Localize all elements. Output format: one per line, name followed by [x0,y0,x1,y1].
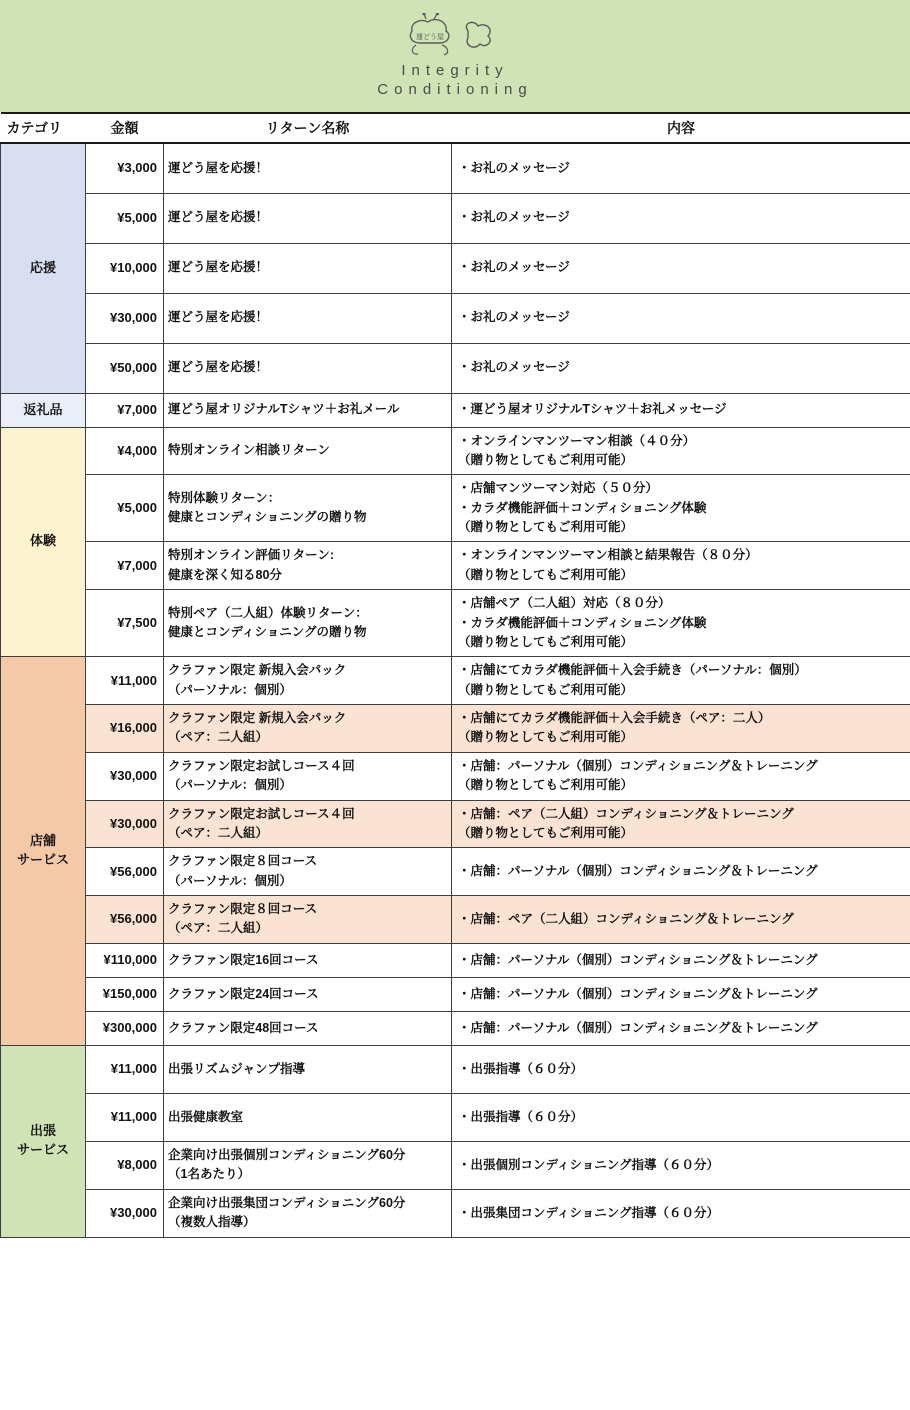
table-row [1,1093,910,1141]
amount-cell: ¥11,000 [86,657,164,705]
description-cell: ・お礼のメッセージ [452,343,910,393]
category-cell: 体験 [1,427,86,657]
table-row [1,590,910,657]
reward-name-cell: クラファン限定48回コース [164,1011,452,1045]
amount-cell: ¥30,000 [86,293,164,343]
amount-cell: ¥5,000 [86,193,164,243]
description-cell: ・運どう屋オリジナルTシャツ＋お礼メッセージ [452,393,910,427]
category-cell: 店舗 サービス [1,657,86,1046]
reward-name-cell: 特別体験リターン： 健康とコンディショニングの贈り物 [164,475,452,542]
amount-cell: ¥150,000 [86,977,164,1011]
reward-name-cell: 運どう屋を応援！ [164,143,452,193]
logo-text: 運どう屋 [416,34,444,41]
reward-name-cell: 出張健康教室 [164,1093,452,1141]
amount-cell: ¥50,000 [86,343,164,393]
table-row [1,542,910,590]
description-cell: ・出張個別コンディショニング指導（６０分） [452,1141,910,1189]
description-cell: ・店舗にてカラダ機能評価＋入会手続き（パーソナル：個別） （贈り物としてもご利用可能） [452,657,910,705]
description-cell: ・店舗：パーソナル（個別）コンディショニング＆トレーニング [452,1011,910,1045]
reward-name-cell: 特別ペア（二人組）体験リターン： 健康とコンディショニングの贈り物 [164,590,452,657]
column-header-category: カテゴリ [1,113,86,143]
reward-name-cell: 運どう屋を応援！ [164,343,452,393]
table-row [1,1045,910,1093]
table-row [1,343,910,393]
description-cell: ・お礼のメッセージ [452,243,910,293]
table-row [1,752,910,800]
table-row [1,1011,910,1045]
description-cell: ・店舗マンツーマン対応（５０分） ・カラダ機能評価＋コンディショニング体験 （贈り物としてもご利用可能） [452,475,910,542]
column-header-amount: 金額 [86,113,164,143]
amount-cell: ¥11,000 [86,1045,164,1093]
amount-cell: ¥30,000 [86,752,164,800]
description-cell: ・お礼のメッセージ [452,293,910,343]
amount-cell: ¥4,000 [86,427,164,475]
amount-cell: ¥8,000 [86,1141,164,1189]
table-row [1,657,910,705]
amount-cell: ¥5,000 [86,475,164,542]
amount-cell: ¥300,000 [86,1011,164,1045]
brand-header [0,0,910,112]
description-cell: ・オンラインマンツーマン相談（４０分） （贈り物としてもご利用可能） [452,427,910,475]
table-row [1,393,910,427]
amount-cell: ¥3,000 [86,143,164,193]
cloud-sheep-logo-icon [390,13,520,59]
reward-name-cell: 運どう屋を応援！ [164,193,452,243]
reward-name-cell: 特別オンライン評価リターン: 健康を深く知る80分 [164,542,452,590]
description-cell: ・出張指導（６０分） [452,1045,910,1093]
table-row [1,800,910,848]
reward-name-cell: クラファン限定24回コース [164,977,452,1011]
table-body [1,143,910,1237]
reward-name-cell: クラファン限定お試しコース４回 （ペア：二人組） [164,800,452,848]
reward-name-cell: クラファン限定16回コース [164,943,452,977]
rewards-table [0,112,910,1238]
reward-name-cell: クラファン限定お試しコース４回 （パーソナル：個別） [164,752,452,800]
description-cell: ・店舗：パーソナル（個別）コンディショニング＆トレーニング （贈り物としてもご利用可能） [452,752,910,800]
reward-name-cell: クラファン限定８回コース （ペア：二人組） [164,896,452,944]
description-cell: ・店舗：ペア（二人組）コンディショニング＆トレーニング （贈り物としてもご利用可能） [452,800,910,848]
table-row [1,427,910,475]
reward-name-cell: クラファン限定 新規入会パック （ペア：二人組） [164,705,452,753]
amount-cell: ¥7,000 [86,542,164,590]
category-cell: 応援 [1,143,86,393]
table-row [1,293,910,343]
table-row [1,475,910,542]
table-row [1,243,910,293]
table-row [1,848,910,896]
reward-name-cell: クラファン限定 新規入会パック （パーソナル：個別） [164,657,452,705]
brand-name-line1: Integrity [401,62,509,79]
column-header-description: 内容 [452,113,910,143]
amount-cell: ¥56,000 [86,848,164,896]
amount-cell: ¥7,500 [86,590,164,657]
description-cell: ・オンラインマンツーマン相談と結果報告（８０分） （贈り物としてもご利用可能） [452,542,910,590]
brand-name-line2: Conditioning [377,81,533,98]
description-cell: ・店舗：ペア（二人組）コンディショニング＆トレーニング [452,896,910,944]
reward-name-cell: 運どう屋オリジナルTシャツ＋お礼メール [164,393,452,427]
reward-name-cell: 企業向け出張集団コンディショニング60分 （複数人指導） [164,1189,452,1237]
table-header-row [1,113,910,143]
description-cell: ・店舗にてカラダ機能評価＋入会手続き（ペア：二人） （贈り物としてもご利用可能） [452,705,910,753]
description-cell: ・出張指導（６０分） [452,1093,910,1141]
table-row [1,1141,910,1189]
amount-cell: ¥110,000 [86,943,164,977]
reward-name-cell: クラファン限定８回コース （パーソナル：個別） [164,848,452,896]
table-row [1,943,910,977]
description-cell: ・店舗：パーソナル（個別）コンディショニング＆トレーニング [452,848,910,896]
table-row [1,977,910,1011]
amount-cell: ¥7,000 [86,393,164,427]
description-cell: ・店舗：パーソナル（個別）コンディショニング＆トレーニング [452,977,910,1011]
amount-cell: ¥10,000 [86,243,164,293]
table-row [1,896,910,944]
reward-name-cell: 出張リズムジャンプ指導 [164,1045,452,1093]
reward-name-cell: 企業向け出張個別コンディショニング60分 （1名あたり） [164,1141,452,1189]
amount-cell: ¥56,000 [86,896,164,944]
table-row [1,705,910,753]
description-cell: ・店舗ペア（二人組）対応（８０分） ・カラダ機能評価＋コンディショニング体験 （贈り物としてもご利用可能） [452,590,910,657]
description-cell: ・お礼のメッセージ [452,143,910,193]
table-row [1,193,910,243]
reward-name-cell: 特別オンライン相談リターン [164,427,452,475]
amount-cell: ¥11,000 [86,1093,164,1141]
description-cell: ・店舗：パーソナル（個別）コンディショニング＆トレーニング [452,943,910,977]
amount-cell: ¥30,000 [86,1189,164,1237]
amount-cell: ¥16,000 [86,705,164,753]
table-row [1,143,910,193]
amount-cell: ¥30,000 [86,800,164,848]
category-cell: 出張 サービス [1,1045,86,1237]
column-header-reward-name: リターン名称 [164,113,452,143]
table-row [1,1189,910,1237]
description-cell: ・出張集団コンディショニング指導（６０分） [452,1189,910,1237]
reward-name-cell: 運どう屋を応援！ [164,293,452,343]
description-cell: ・お礼のメッセージ [452,193,910,243]
reward-name-cell: 運どう屋を応援！ [164,243,452,293]
category-cell: 返礼品 [1,393,86,427]
